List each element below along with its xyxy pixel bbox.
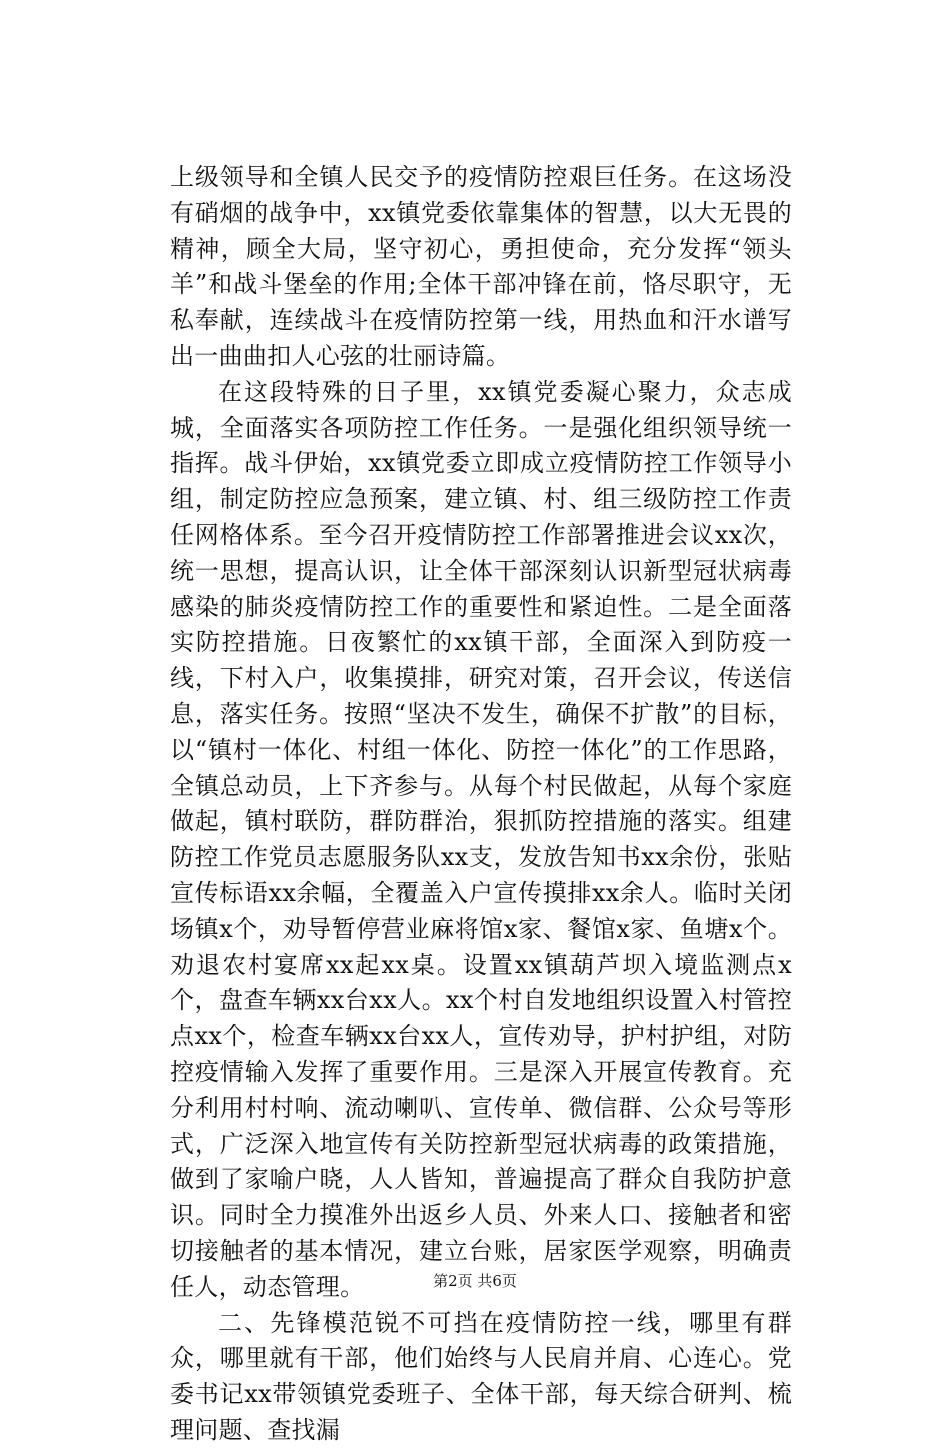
paragraph-2: 在这段特殊的日子里，xx镇党委凝心聚力，众志成城，全面落实各项防控工作任务。一是强化组织领导统一指挥。战斗伊始，xx镇党委立即成立疫情防控工作领导小组，制定防控应急预案，建立镇、村、组三级防控工作责任网格体系。至今召开疫情防控工作部署推进会议xx次，统一思想，提高认识，让全体干部深刻认识新型冠状病毒感染的肺炎疫情防控工作的重要性和紧迫性。二是全面落实防控措施。日夜繁忙的xx镇干部，全面深入到防疫一线，下村入户，收集摸排，研究对策，召开会议，传送信息，落实任务。按照“坚决不发生，确保不扩散”的目标，以“镇村一体化、村组一体化、防控一体化”的工作思路，全镇总动员，上下齐参与。从每个村民做起，从每个家庭做起，镇村联防，群防群治，狠抓防控措施的落实。组建防控工作党员志愿服务队xx支，发放告知书xx余份，张贴宣传标语xx余幅，全覆盖入户宣传摸排xx余人。临时关闭场镇x个，劝导暂停营业麻将馆x家、餐馆x家、鱼塘x个。劝退农村宴席xx起xx桌。设置xx镇葫芦坝入境监测点x个，盘查车辆xx台xx人。xx个村自发地组织设置入村管控点xx个，检查车辆xx台xx人，宣传劝导，护村护组，对防控疫情输入发挥了重要作用。三是深入开展宣传教育。充分利用村村响、流动喇叭、宣传单、微信群、公众号等形式，广泛深入地宣传有关防控新型冠状病毒的政策措施，做到了家喻户晓，人人皆知，普遍提高了群众自我防护意识。同时全力摸准外出返乡人员、外来人口、接触者和密切接触者的基本情况，建立台账，居家医学观察，明确责任人，动态管理。 bbox=[170, 377, 792, 1301]
paragraph-1: 上级领导和全镇人民交予的疫情防控艰巨任务。在这场没有硝烟的战争中，xx镇党委依靠集体的智慧，以大无畏的精神，顾全大局，坚守初心，勇担使命，充分发挥“领头羊”和战斗堡垒的作用;全体干部冲锋在前，恪尽职守，无私奉献，连续战斗在疫情防控第一线，用热血和汗水谱写出一曲曲扣人心弦的壮丽诗篇。 bbox=[170, 163, 792, 370]
document-body bbox=[170, 160, 792, 1449]
page-number-footer: 第2页 共6页 bbox=[433, 1272, 517, 1290]
paragraph-3: 二、先锋模范锐不可挡在疫情防控一线，哪里有群众，哪里就有干部，他们始终与人民肩并肩、心连心。党委书记xx带领镇党委班子、全体干部，每天综合研判、梳理问题、查找漏 bbox=[170, 1308, 792, 1444]
